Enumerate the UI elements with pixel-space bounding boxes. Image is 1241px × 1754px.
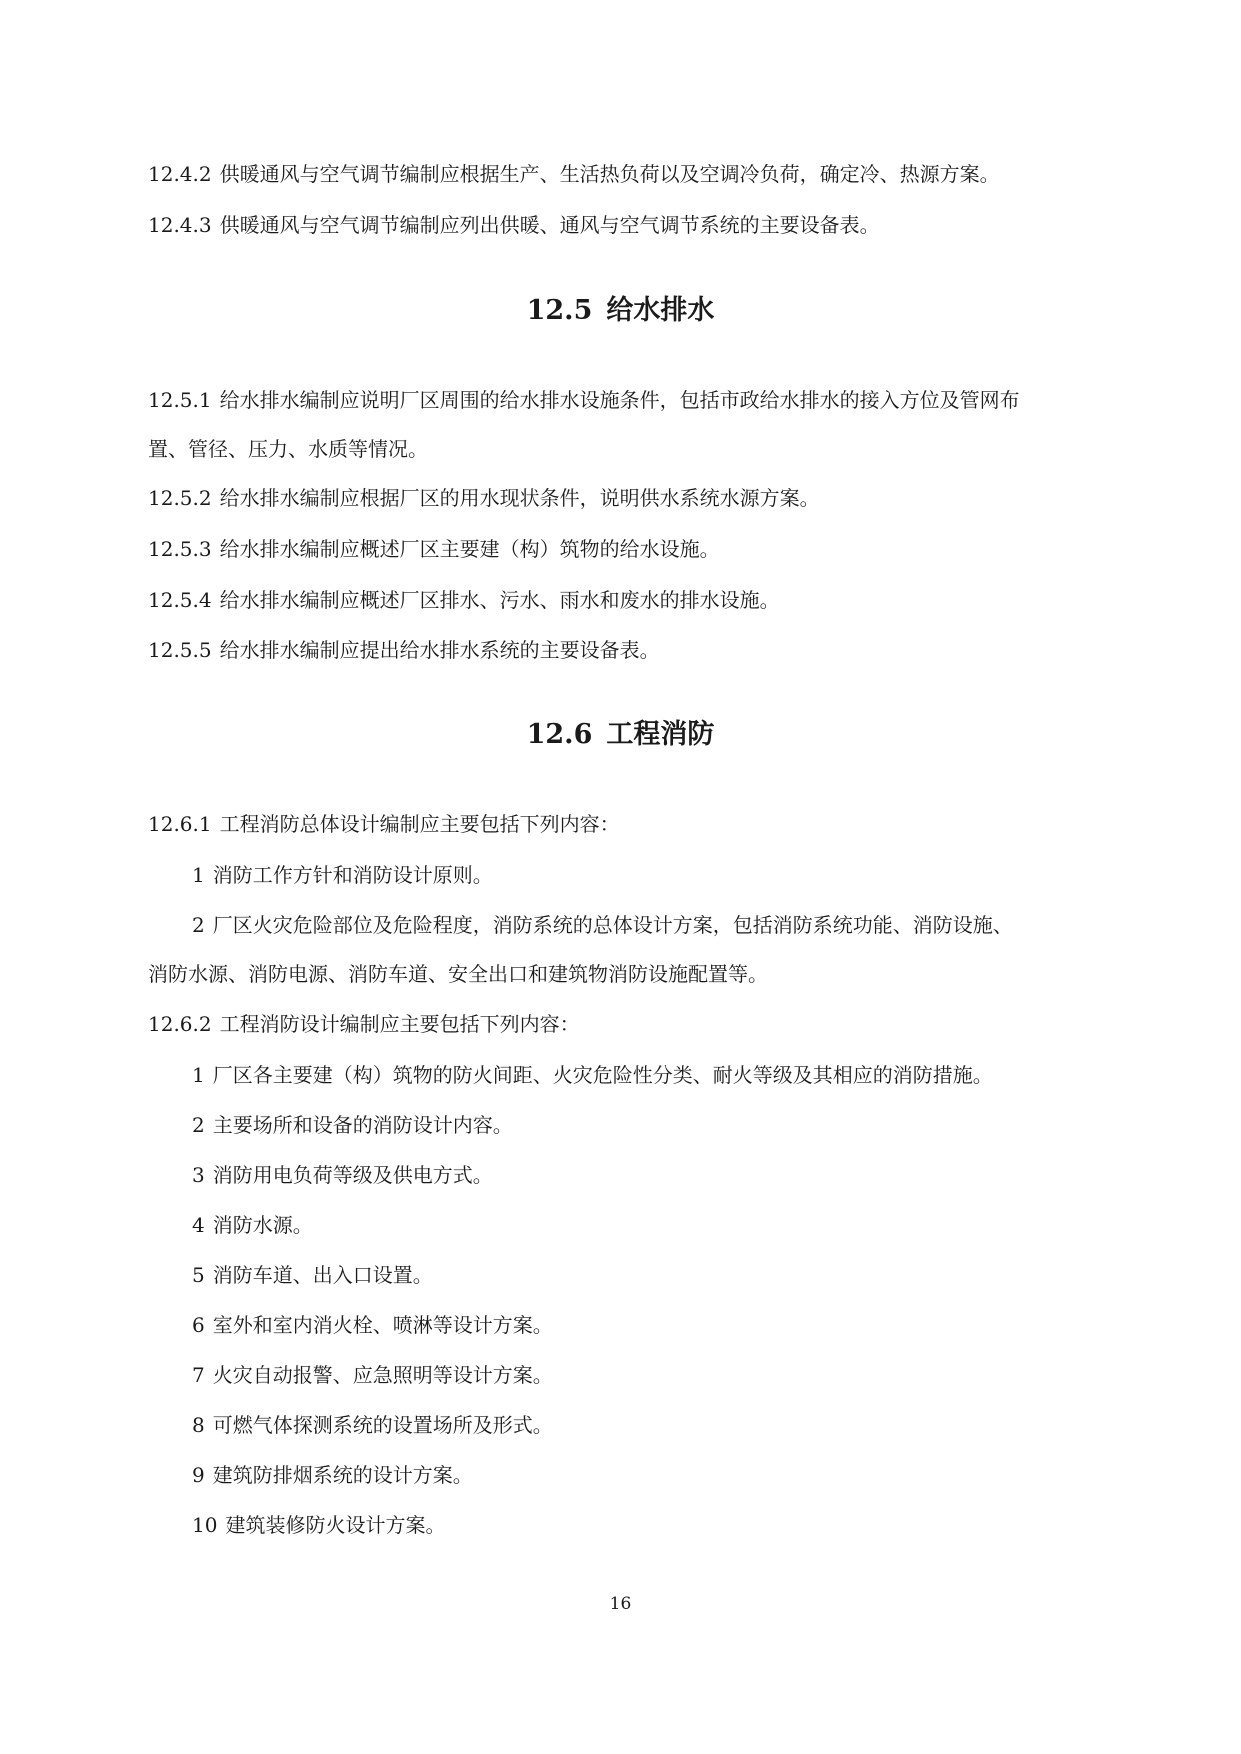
clause-number: 12.5.2: [148, 486, 212, 510]
clause-text: 给水排水编制应概述厂区主要建（构）筑物的给水设施。: [219, 537, 720, 561]
paragraph-12-5-5: [148, 636, 660, 664]
section-heading-12-6: [0, 717, 1241, 753]
list-item: [192, 1461, 473, 1489]
clause-text: 工程消防总体设计编制应主要包括下列内容：: [219, 812, 620, 836]
list-item: [192, 1061, 993, 1089]
paragraph-12-5-3: [148, 535, 720, 563]
item-text: 室外和室内消火栓、喷淋等设计方案。: [212, 1313, 553, 1337]
item-number: 2: [192, 913, 205, 937]
clause-number: 12.4.2: [148, 162, 212, 186]
clause-text: 给水排水编制应说明厂区周围的给水排水设施条件，包括市政给水排水的接入方位及管网布: [219, 388, 1020, 412]
item-number: 5: [192, 1263, 205, 1287]
item-text: 厂区各主要建（构）筑物的防火间距、火灾危险性分类、耐火等级及其相应的消防措施。: [212, 1063, 993, 1087]
clause-text: 供暖通风与空气调节编制应列出供暖、通风与空气调节系统的主要设备表。: [219, 213, 880, 237]
clause-number: 12.4.3: [148, 213, 212, 237]
section-title: 工程消防: [606, 719, 715, 750]
item-number: 6: [192, 1313, 205, 1337]
section-heading-12-5: [0, 293, 1241, 329]
list-item: [192, 861, 493, 889]
item-text: 厂区火灾危险部位及危险程度，消防系统的总体设计方案，包括消防系统功能、消防设施、: [212, 913, 1013, 937]
item-number: 1: [192, 1063, 205, 1087]
item-number: 4: [192, 1213, 205, 1237]
section-title: 给水排水: [606, 295, 715, 326]
paragraph-12-6-2: [148, 1010, 580, 1038]
clause-text: 给水排水编制应提出给水排水系统的主要设备表。: [219, 638, 660, 662]
item-text: 可燃气体探测系统的设置场所及形式。: [212, 1413, 553, 1437]
item-text: 建筑装修防火设计方案。: [225, 1513, 446, 1537]
paragraph-12-5-1: [148, 386, 1020, 414]
item-number: 2: [192, 1113, 205, 1137]
clause-number: 12.5.5: [148, 638, 212, 662]
item-number: 3: [192, 1163, 205, 1187]
item-text: 消防用电负荷等级及供电方式。: [212, 1163, 493, 1187]
clause-number: 12.6.1: [148, 812, 212, 836]
item-text: 火灾自动报警、应急照明等设计方案。: [212, 1363, 553, 1387]
section-number: 12.6: [526, 719, 593, 750]
paragraph-12-4-3: [148, 211, 880, 239]
clause-text: 给水排水编制应根据厂区的用水现状条件，说明供水系统水源方案。: [219, 486, 820, 510]
section-number: 12.5: [526, 295, 593, 326]
item-text: 消防水源。: [212, 1213, 313, 1237]
list-item: [192, 1161, 493, 1189]
item-text: 消防车道、出入口设置。: [212, 1263, 433, 1287]
clause-number: 12.5.4: [148, 588, 212, 612]
item-text: 建筑防排烟系统的设计方案。: [212, 1463, 473, 1487]
clause-text: 供暖通风与空气调节编制应根据生产、生活热负荷以及空调冷负荷，确定冷、热源方案。: [219, 162, 1000, 186]
list-item: [192, 1511, 445, 1539]
item-number: 9: [192, 1463, 205, 1487]
list-item: [192, 1211, 313, 1239]
list-item: [192, 1411, 553, 1439]
list-item: [192, 911, 1013, 939]
list-item: [192, 1361, 553, 1389]
item-text-continuation: 消防水源、消防电源、消防车道、安全出口和建筑物消防设施配置等。: [148, 962, 768, 986]
item-text: 主要场所和设备的消防设计内容。: [212, 1113, 513, 1137]
clause-text-continuation: 置、管径、压力、水质等情况。: [148, 437, 428, 461]
paragraph-12-4-2: [148, 160, 1000, 188]
list-item-continuation: [148, 960, 768, 988]
paragraph-12-6-1: [148, 810, 620, 838]
paragraph-12-5-4: [148, 586, 780, 614]
item-number: 1: [192, 863, 205, 887]
paragraph-12-5-2: [148, 484, 820, 512]
clause-text: 工程消防设计编制应主要包括下列内容：: [219, 1012, 580, 1036]
list-item: [192, 1311, 553, 1339]
list-item: [192, 1111, 513, 1139]
item-number: 8: [192, 1413, 205, 1437]
clause-text: 给水排水编制应概述厂区排水、污水、雨水和废水的排水设施。: [219, 588, 780, 612]
clause-number: 12.5.3: [148, 537, 212, 561]
paragraph-12-5-1-continuation: [148, 435, 428, 463]
item-number: 7: [192, 1363, 205, 1387]
clause-number: 12.5.1: [148, 388, 212, 412]
clause-number: 12.6.2: [148, 1012, 212, 1036]
page-number: 16: [609, 1594, 632, 1614]
list-item: [192, 1261, 433, 1289]
item-text: 消防工作方针和消防设计原则。: [212, 863, 493, 887]
item-number: 10: [192, 1513, 218, 1537]
